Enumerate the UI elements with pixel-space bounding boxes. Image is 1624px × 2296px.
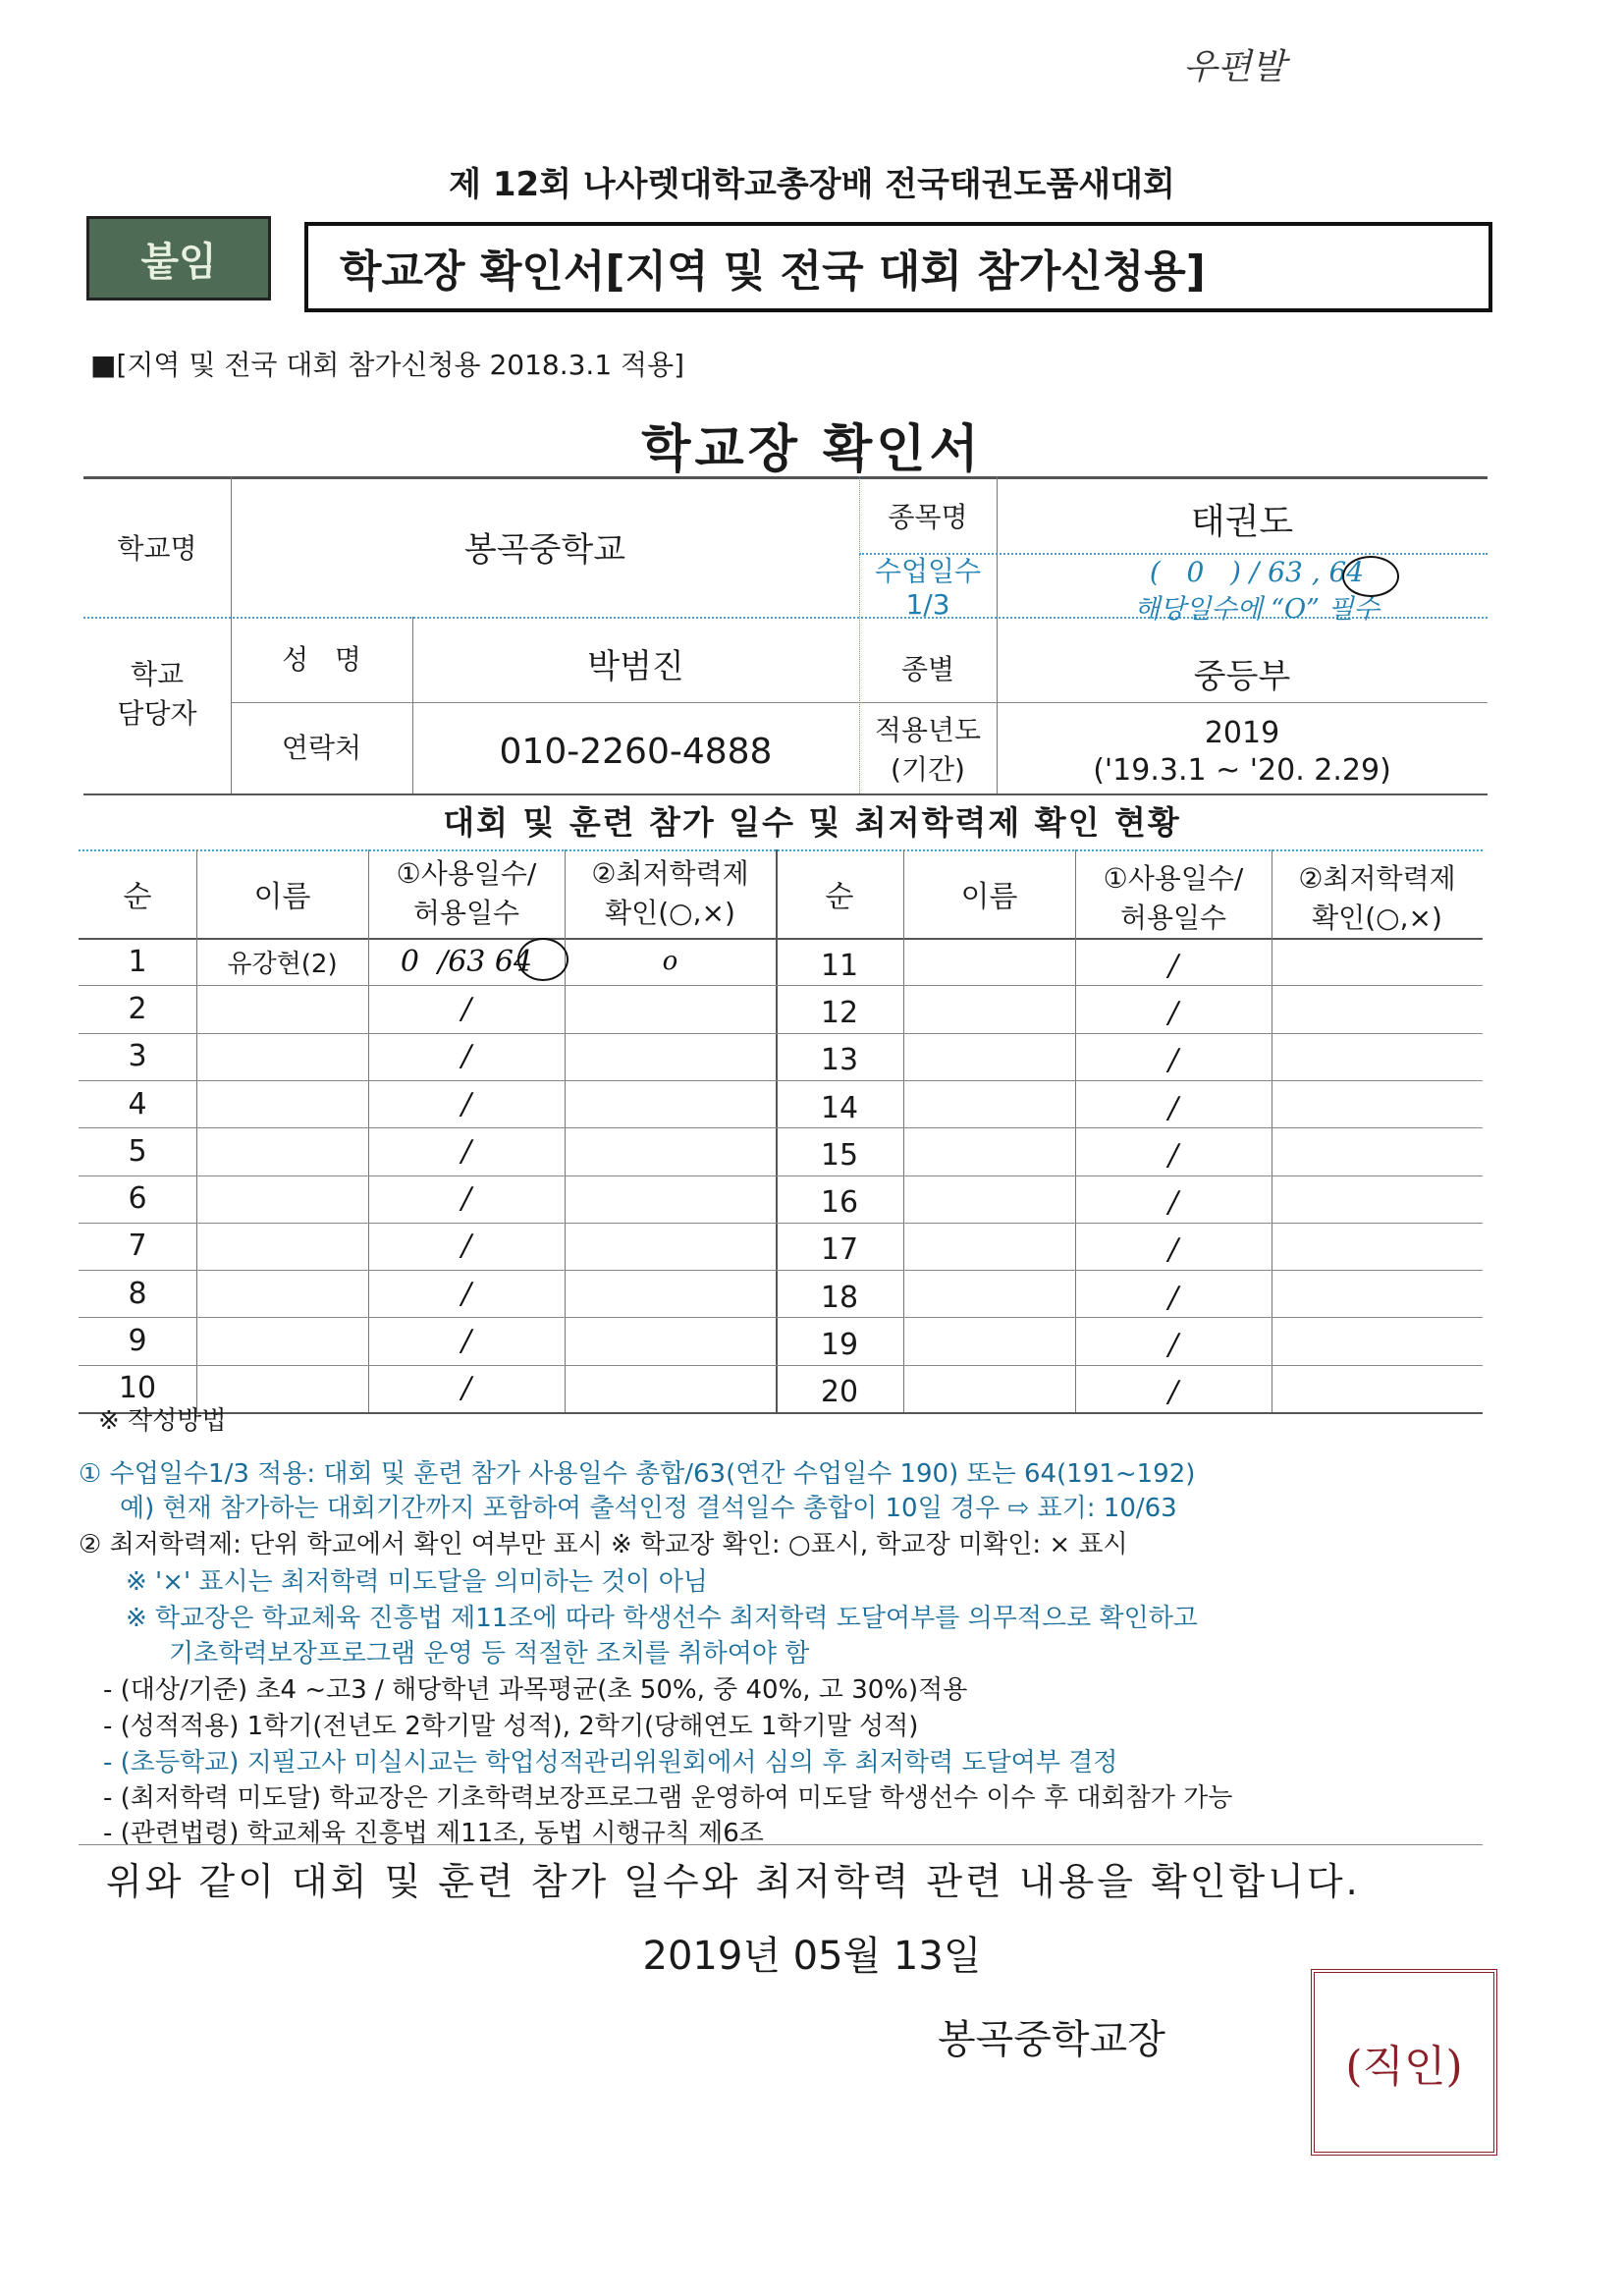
days-value: ( 0 ) / 63 , 64 xyxy=(1149,555,1365,588)
instruction-line: 예) 현재 참가하는 대회기간까지 포함하여 출석인정 결석일수 총합이 10일 경우 ⇨ 표기: 10/63 xyxy=(120,1494,1177,1523)
row-check xyxy=(1272,1037,1483,1084)
row-number: 6 xyxy=(128,1181,147,1217)
instruction-line: - (최저학력 미도달) 학교장은 기초학력보장프로그램 운영하여 미도달 학생선수 이수 후 대회참가 가능 xyxy=(103,1783,1233,1813)
row-days: / xyxy=(460,1324,472,1359)
row-number: 19 xyxy=(820,1328,859,1363)
row-check xyxy=(565,1175,776,1223)
row-number: 15 xyxy=(820,1137,859,1173)
name-value: 박범진 xyxy=(587,646,684,686)
contact-label: 연락처 xyxy=(281,732,362,764)
row-name xyxy=(903,1274,1075,1321)
row-days: / xyxy=(1167,1232,1179,1268)
row-days: / xyxy=(1167,948,1179,983)
instruction-line: ※ 학교장은 학교체육 진흥법 제11조에 따라 학생선수 최저학력 도달여부를 의무적으로 확인하고 xyxy=(126,1604,1198,1633)
row-name xyxy=(903,1179,1075,1227)
document-title: 학교장 확인서[지역 및 전국 대회 참가신청용] xyxy=(304,222,1492,312)
header-check-left-1: ②최저학력제 xyxy=(591,857,749,890)
row-name xyxy=(903,942,1075,989)
name-label: 성 명 xyxy=(282,643,361,676)
row-number: 16 xyxy=(820,1185,859,1221)
application-note: ■[지역 및 전국 대회 참가신청용 2018.3.1 적용] xyxy=(90,349,685,381)
header-name-right: 이름 xyxy=(960,880,1018,914)
header-check-right-2: 확인(○,×) xyxy=(1312,902,1442,934)
row-number: 13 xyxy=(820,1043,859,1078)
period-value: ('19.3.1 ~ '20. 2.29) xyxy=(1093,752,1391,788)
instruction-line: ※ '×' 표시는 최저학력 미도달을 의미하는 것이 아님 xyxy=(126,1567,708,1597)
manager-label-2: 담당자 xyxy=(117,697,197,730)
row-days: / xyxy=(460,1086,472,1121)
row-days: 0 /63 64 xyxy=(400,944,533,979)
row-days: / xyxy=(1167,1185,1179,1221)
row-days: / xyxy=(1167,1375,1179,1410)
row-check xyxy=(565,1033,776,1080)
category-value: 중등부 xyxy=(1193,656,1291,696)
row-days: / xyxy=(1167,1090,1179,1125)
sport-label: 종목명 xyxy=(888,501,968,533)
row-number: 14 xyxy=(820,1090,859,1125)
row-check xyxy=(1272,1369,1483,1416)
row-name xyxy=(196,1270,368,1317)
row-days: / xyxy=(460,1181,472,1217)
row-name xyxy=(196,1127,368,1175)
row-days: / xyxy=(1167,1137,1179,1173)
row-number: 8 xyxy=(128,1276,147,1311)
header-check-left-2: 확인(○,×) xyxy=(605,897,735,929)
header-days-left-1: ①사용일수/ xyxy=(396,857,537,890)
row-check xyxy=(565,1223,776,1270)
header-no-left: 순 xyxy=(123,880,152,914)
school-value: 봉곡중학교 xyxy=(463,530,626,570)
manager-label-1: 학교 xyxy=(130,658,185,690)
instruction-line: - (대상/기준) 초4 ~고3 / 해당학년 과목평균(초 50%, 중 40%, 고 30%)적용 xyxy=(103,1675,968,1705)
row-number: 7 xyxy=(128,1229,147,1264)
year-label: 적용년도 xyxy=(874,714,982,746)
row-days: / xyxy=(1167,1280,1179,1315)
row-number: 17 xyxy=(820,1232,859,1268)
row-check xyxy=(1272,1227,1483,1274)
row-check xyxy=(565,985,776,1032)
row-number: 9 xyxy=(128,1324,147,1359)
row-days: / xyxy=(460,1039,472,1074)
row-name xyxy=(903,989,1075,1036)
handwritten-note: 우편발 xyxy=(1183,47,1286,87)
document-date: 2019년 05월 13일 xyxy=(642,1934,982,1979)
sport-value: 태권도 xyxy=(1190,501,1294,542)
row-check xyxy=(1272,989,1483,1036)
instruction-line: 기초학력보장프로그램 운영 등 적절한 조치를 취하여야 함 xyxy=(169,1639,810,1668)
header-days-right-2: 허용일수 xyxy=(1119,902,1227,934)
row-check xyxy=(565,1080,776,1127)
row-name xyxy=(196,1175,368,1223)
days-label: 수업일수 xyxy=(874,555,982,587)
row-name xyxy=(196,985,368,1032)
header-name-left: 이름 xyxy=(253,880,311,914)
days-note: 해당일수에 “O” 필수 xyxy=(1134,593,1380,625)
row-check xyxy=(1272,1131,1483,1178)
row-number: 20 xyxy=(820,1375,859,1410)
row-number: 12 xyxy=(820,995,859,1030)
row-number: 5 xyxy=(128,1133,147,1169)
event-title: 제 12회 나사렛대학교총장배 전국태권도품새대회 xyxy=(449,165,1175,204)
row-check xyxy=(565,1317,776,1364)
row-name xyxy=(903,1084,1075,1131)
row-check xyxy=(565,1365,776,1412)
row-days: / xyxy=(460,991,472,1026)
main-title: 학교장 확인서 xyxy=(641,420,983,479)
row-number: 1 xyxy=(128,944,147,979)
row-days: / xyxy=(460,1229,472,1264)
row-days: / xyxy=(1167,1328,1179,1363)
seal-stamp xyxy=(1311,1969,1497,2156)
instruction-line: ※ 작성방법 xyxy=(98,1406,227,1436)
row-name xyxy=(196,1223,368,1270)
principal-name: 봉곡중학교장 xyxy=(938,2017,1165,2062)
circle-mark-row-64 xyxy=(517,938,568,981)
row-check xyxy=(565,1127,776,1175)
circle-mark-64 xyxy=(1342,556,1399,597)
row-name xyxy=(903,1131,1075,1178)
seal-label: (직인) xyxy=(1345,2042,1463,2092)
header-days-right-1: ①사용일수/ xyxy=(1103,862,1244,895)
school-label: 학교명 xyxy=(117,531,197,565)
year-value: 2019 xyxy=(1204,715,1280,750)
row-name: 유강현(2) xyxy=(227,949,338,979)
days-ratio: 1/3 xyxy=(905,587,950,621)
row-number: 3 xyxy=(128,1039,147,1074)
row-days: / xyxy=(1167,995,1179,1030)
row-check xyxy=(1272,1084,1483,1131)
instruction-line: - (관련법령) 학교체육 진흥법 제11조, 동법 시행규칙 제6조 xyxy=(103,1819,764,1848)
row-check xyxy=(565,1270,776,1317)
row-number: 11 xyxy=(820,948,859,983)
confirm-statement: 위와 같이 대회 및 훈련 참가 일수와 최저학력 관련 내용을 확인합니다. xyxy=(106,1860,1361,1903)
row-name xyxy=(196,1033,368,1080)
header-no-right: 순 xyxy=(825,880,854,914)
row-check: o xyxy=(662,947,678,977)
row-name xyxy=(903,1369,1075,1416)
row-name xyxy=(903,1037,1075,1084)
row-check xyxy=(1272,1274,1483,1321)
section-title: 대회 및 훈련 참가 일수 및 최저학력제 확인 현황 xyxy=(443,803,1181,842)
row-name xyxy=(903,1321,1075,1368)
row-check xyxy=(1272,1179,1483,1227)
instruction-line: ① 수업일수1/3 적용: 대회 및 훈련 참가 사용일수 총합/63(연간 수업일수 190) 또는 64(191~192) xyxy=(79,1459,1196,1489)
row-days: / xyxy=(1167,1043,1179,1078)
period-label: (기간) xyxy=(891,753,965,786)
header-check-right-1: ②최저학력제 xyxy=(1298,862,1456,895)
row-number: 10 xyxy=(118,1371,157,1406)
row-name xyxy=(903,1227,1075,1274)
row-check xyxy=(1272,942,1483,989)
row-name xyxy=(196,1317,368,1364)
instruction-line: ② 최저학력제: 단위 학교에서 확인 여부만 표시 ※ 학교장 확인: ○표시, 학교장 미확인: × 표시 xyxy=(79,1530,1128,1559)
row-number: 2 xyxy=(128,991,147,1026)
header-days-left-2: 허용일수 xyxy=(412,897,520,929)
contact-value: 010-2260-4888 xyxy=(499,731,773,772)
row-name xyxy=(196,1080,368,1127)
row-check xyxy=(1272,1321,1483,1368)
row-days: / xyxy=(460,1276,472,1311)
row-days: / xyxy=(460,1371,472,1406)
row-number: 4 xyxy=(128,1086,147,1121)
row-number: 18 xyxy=(820,1280,859,1315)
attachment-badge: 붙임 xyxy=(86,216,271,301)
row-days: / xyxy=(460,1133,472,1169)
instruction-line: - (초등학교) 지필고사 미실시교는 학업성적관리위원회에서 심의 후 최저학력 도달여부 결정 xyxy=(103,1748,1118,1777)
instruction-line: - (성적적용) 1학기(전년도 2학기말 성적), 2학기(당해연도 1학기말 성적) xyxy=(103,1712,919,1741)
category-label: 종별 xyxy=(900,653,955,685)
